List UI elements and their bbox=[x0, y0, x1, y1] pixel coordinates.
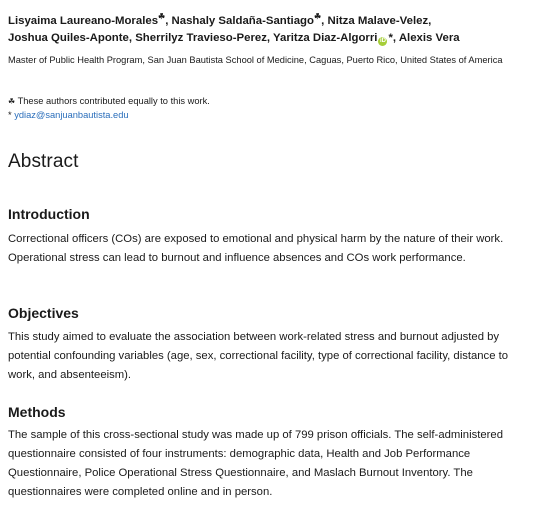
corresponding-email-note bbox=[8, 109, 210, 122]
equal-contribution-mark: ☘ bbox=[313, 12, 322, 22]
author-name[interactable]: Joshua Quiles-Aponte, Sherrilyz Travieso-Perez, Yaritza Diaz-Algorri bbox=[8, 31, 378, 44]
methods-text: The sample of this cross-sectional study was made up of 799 prison officials. The self-administered questionnaire consisted of four instruments: demographic data, Health and Job Performance Questionnaire, Police Operational Stress Questionnaire, and Maslach Burnout Inventory. The questionnaires were completed online and in person. bbox=[8, 429, 503, 498]
equal-contribution-mark: ☘ bbox=[158, 12, 166, 22]
author-line-1 bbox=[8, 13, 518, 30]
introduction-text: Correctional officers (COs) are exposed to emotional and physical harm by the nature of their work. Operational stress can lead to burnout and influence absences and COs work performance. bbox=[8, 233, 504, 264]
methods-heading: Methods bbox=[8, 404, 66, 420]
corresponding-email-link[interactable]: ydiaz@sanjuanbautista.edu bbox=[14, 109, 129, 120]
affiliation: Master of Public Health Program, San Juan Bautista School of Medicine, Caguas, Puerto Rico, United States of America bbox=[8, 55, 503, 65]
objectives-text: This study aimed to evaluate the association between work-related stress and burnout adjusted by potential confounding variables (age, sex, correctional facility, type of correctional facility, distance to work, and absenteeism). bbox=[8, 331, 509, 381]
author-name[interactable]: , Alexis Vera bbox=[392, 31, 460, 44]
corresponding-author-mark: * bbox=[388, 31, 393, 44]
equal-contribution-note: ☘ These authors contributed equally to this work. bbox=[8, 96, 210, 106]
objectives-heading: Objectives bbox=[8, 305, 79, 321]
introduction-heading: Introduction bbox=[8, 206, 90, 222]
author-list bbox=[8, 13, 518, 46]
author-name[interactable]: Lisyaima Laureano-Morales bbox=[8, 15, 159, 27]
asterisk-mark: * bbox=[8, 109, 15, 120]
equal-contribution-icon: ☘ bbox=[8, 97, 16, 106]
abstract-heading: Abstract bbox=[8, 151, 79, 172]
author-notes bbox=[8, 95, 210, 121]
orcid-icon[interactable]: iD bbox=[379, 37, 386, 44]
author-name[interactable]: , Nitza Malave-Velez, bbox=[321, 15, 432, 27]
author-line-2 bbox=[8, 30, 518, 47]
author-name[interactable]: , Nashaly Saldaña-Santiago bbox=[165, 15, 314, 27]
